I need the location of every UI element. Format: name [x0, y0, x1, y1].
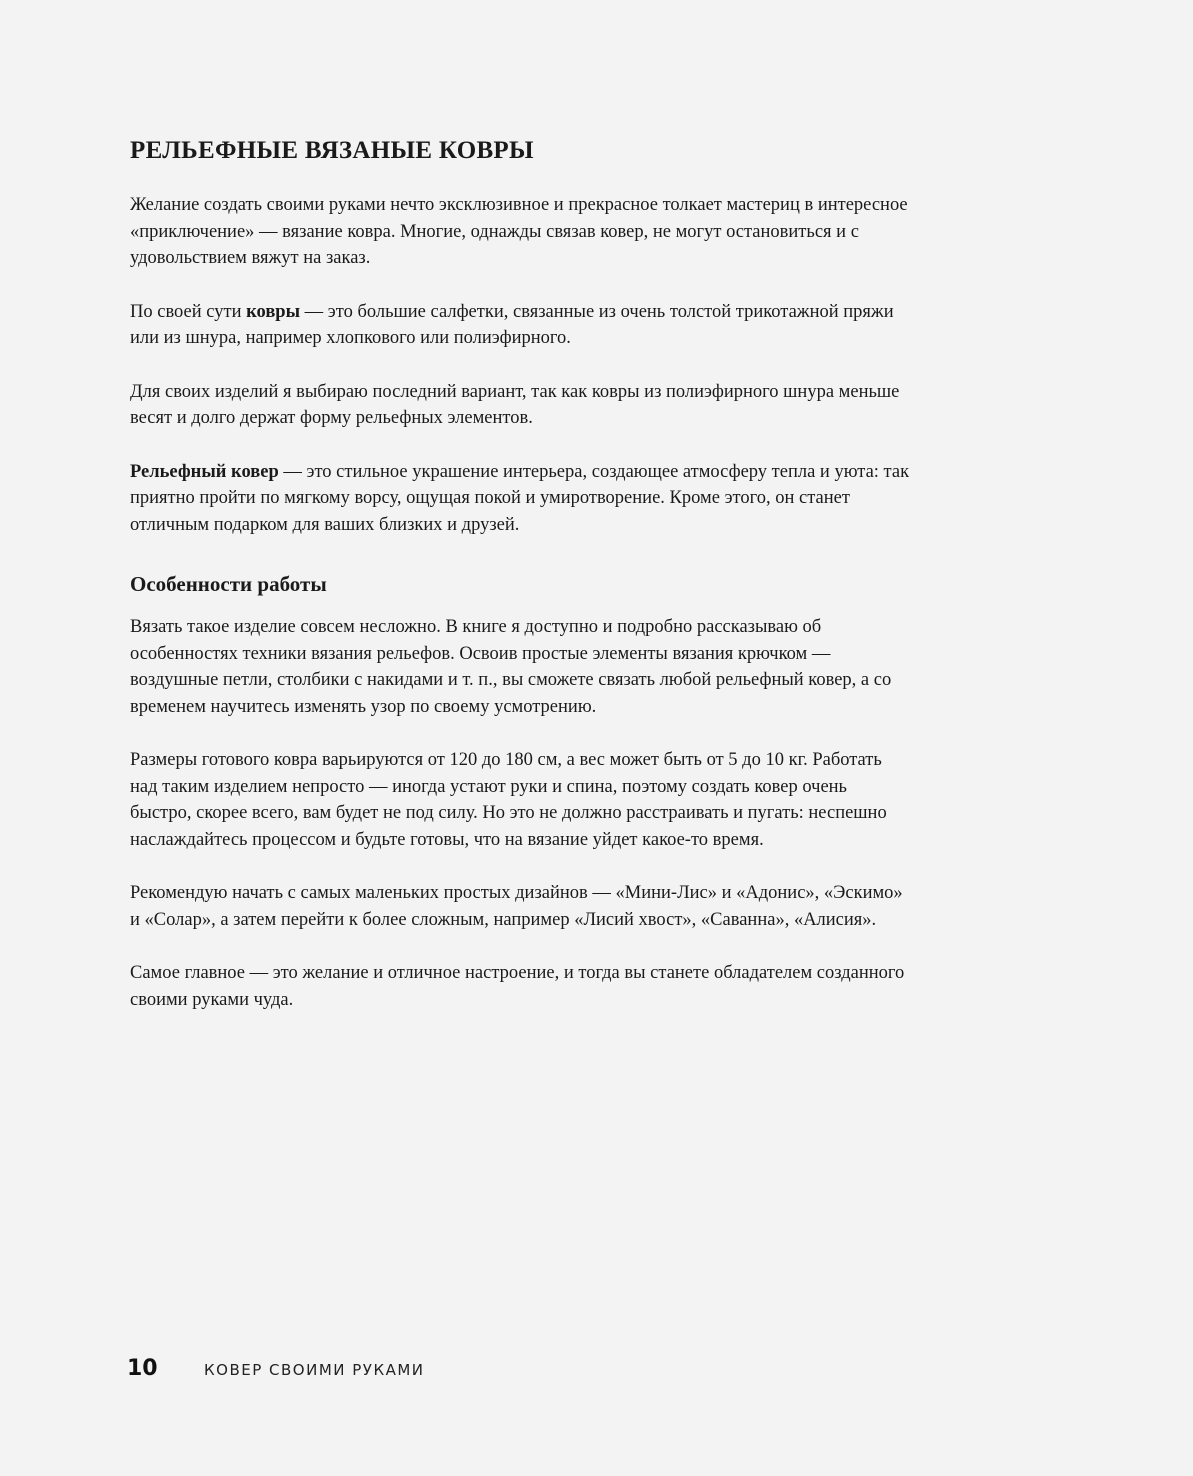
paragraph-intro-4 [130, 459, 910, 539]
running-title: КОВЕР СВОИМИ РУКАМИ [204, 1361, 425, 1379]
paragraph-intro-1: Желание создать своими руками нечто эксклюзивное и прекрасное толкает мастериц в интересное «приключение» — вязание ковра. Многие, однажды связав ковер, не могут остановиться и с удовольствием вяжут на заказ. [130, 195, 908, 268]
page-title: РЕЛЬЕФНЫЕ ВЯЗАНЫЕ КОВРЫ [130, 137, 534, 164]
page-content [130, 130, 910, 1040]
paragraph-section-4: Самое главное — это желание и отличное настроение, и тогда вы станете обладателем созданного своими руками чуда. [130, 963, 905, 1010]
paragraph-section-2: Размеры готового ковра варьируются от 120 до 180 см, а вес может быть от 5 до 10 кг. Работать над таким изделием непросто — иногда устают руки и спина, поэтому создать ковер очень быстро, скорее всего, вам будет не под силу. Но это не должно расстраивать и пугать: неспешно наслаждайтесь процессом и будьте готовы, что на вязание уйдет какое-то время. [130, 750, 887, 850]
paragraph-section-3: Рекомендую начать с самых маленьких простых дизайнов — «Мини-Лис» и «Адонис», «Эскимо» и «Солар», а затем перейти к более сложным, например «Лисий хвост», «Саванна», «Алисия». [130, 883, 903, 930]
paragraph-section-1: Вязать такое изделие совсем несложно. В книге я доступно и подробно рассказываю об особенностях техники вязания рельефов. Освоив простые элементы вязания крючком — воздушные петли, столбики с накидами и т. п., вы сможете связать любой рельефный ковер, а со временем научитесь изменять узор по своему усмотрению. [130, 617, 892, 717]
paragraph-intro-3: Для своих изделий я выбираю последний вариант, так как ковры из полиэфирного шнура меньше весят и долго держат форму рельефных элементов. [130, 381, 900, 428]
page-number: 10 [127, 1356, 158, 1381]
bold-term-relefny-kover: Рельефный ковер [130, 461, 279, 482]
page-footer [127, 1356, 425, 1381]
paragraph-text: — это стильное украшение интерьера, создающее атмосферу тепла и уюта: так приятно пройти по мягкому ворсу, ощущая покой и умиротворение. Кроме этого, он станет отличным подарком для ваших близких и друзей. [130, 461, 910, 535]
bold-term-kovry: ковры [246, 301, 301, 322]
paragraph-text: По своей сути [130, 301, 247, 322]
section-title: Особенности работы [130, 572, 327, 596]
paragraph-intro-2 [130, 299, 910, 352]
paragraph-text: — это большие салфетки, связанные из очень толстой трикотажной пряжи или из шнура, например хлопкового или полиэфирного. [130, 301, 894, 348]
